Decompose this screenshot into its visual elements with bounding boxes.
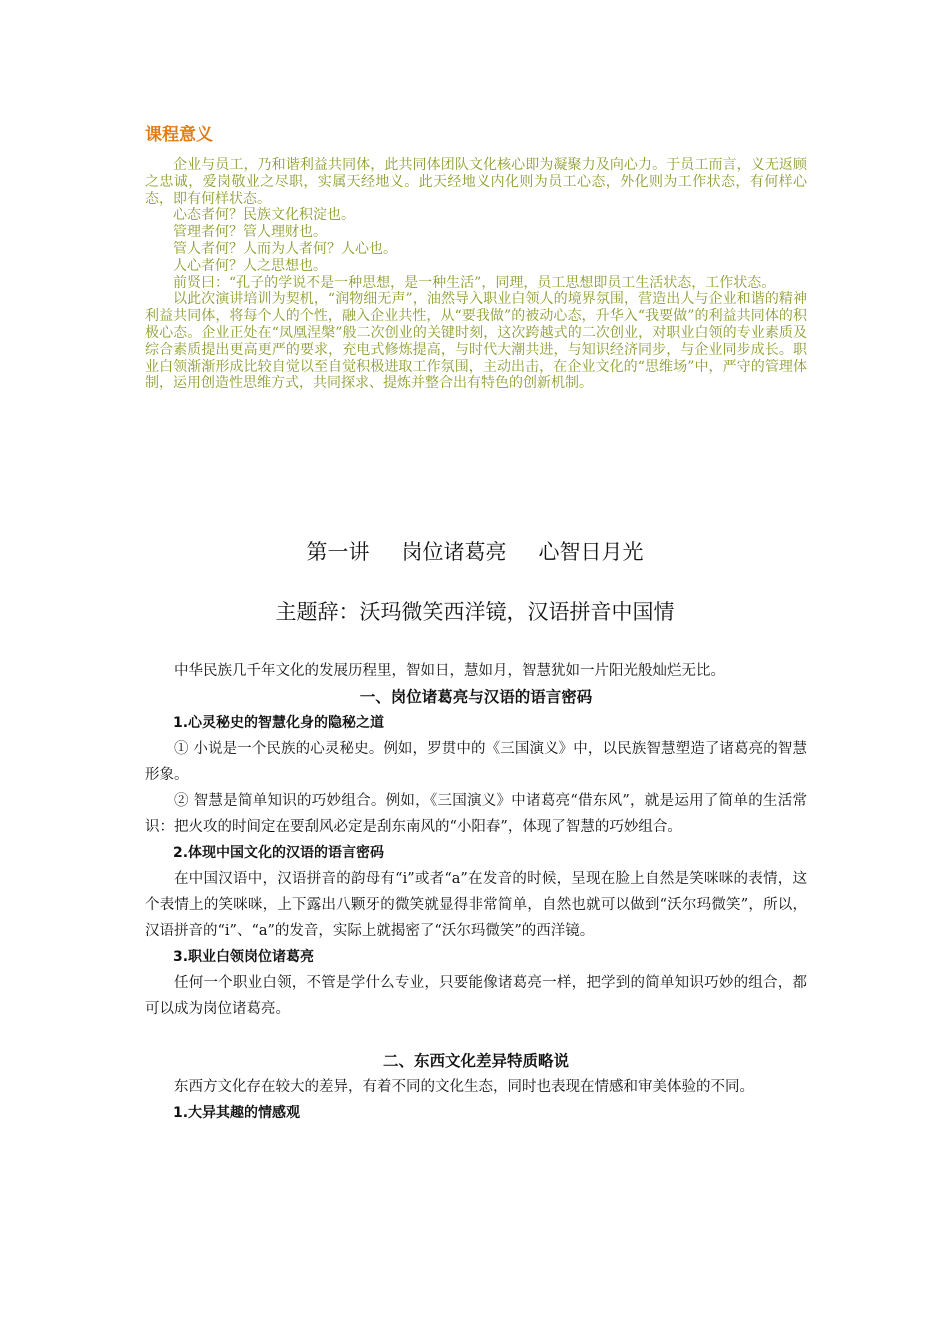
- blank-line: [145, 1022, 807, 1048]
- section-heading: 一、岗位诸葛亮与汉语的语言密码: [359, 688, 593, 706]
- intro-paragraph: 企业与员工，乃和谐利益共同体，此共同体团队文化核心即为凝聚力及向心力。于员工而言，义无返顾之忠诚，爱岗敬业之尽职，实属天经地义。此天经地义内化则为员工心态，外化则为工作状态，有何样心态，即有何样状态。: [145, 157, 807, 207]
- body-paragraph: ① 小说是一个民族的心灵秘史。例如，罗贯中的《三国演义》中，以民族智慧塑造了诸葛亮的智慧形象。: [145, 741, 807, 783]
- body-paragraph: ② 智慧是简单知识的巧妙组合。例如，《三国演义》中诸葛亮“借东风”，就是运用了简单的生活常识：把火攻的时间定在要刮风必定是刮东南风的“小阳春”，体现了智慧的巧妙组合。: [145, 793, 807, 835]
- lecture-title: [0, 536, 950, 566]
- lecture-theme: 主题辞：沃玛微笑西洋镜，汉语拼音中国情: [275, 600, 675, 624]
- body-paragraph: 任何一个职业白领，不管是学什么专业，只要能像诸葛亮一样，把学到的简单知识巧妙的组合，都可以成为岗位诸葛亮。: [145, 975, 807, 1017]
- intro-paragraph: 前贤曰：“孔子的学说不是一种思想，是一种生活”，同理，员工思想即员工生活状态，工作状态。: [173, 274, 776, 291]
- intro-paragraph: 人心者何？人之思想也。: [173, 257, 327, 274]
- subsection-heading: 1.大异其趣的情感观: [173, 1105, 301, 1121]
- lecture-body: [145, 658, 807, 1126]
- lead-paragraph: 中华民族几千年文化的发展历程里，智如日，慧如月，智慧犹如一片阳光般灿烂无比。: [174, 663, 725, 679]
- intro-paragraph: 管人者何？人而为人者何？人心也。: [173, 240, 397, 257]
- intro-paragraph: 管理者何？管人理财也。: [173, 224, 327, 241]
- subsection-heading: 3.职业白领岗位诸葛亮: [173, 949, 315, 965]
- body-paragraph: 在中国汉语中，汉语拼音的韵母有“i”或者“a”在发音的时候，呈现在脸上自然是笑咪咪的表情，这个表情上的笑咪咪，上下露出八颗牙的微笑就显得非常简单，自然也就可以做到“沃尔玛微笑”，所以，汉语拼音的“i”、“a”的发音，实际上就揭密了“沃尔玛微笑”的西洋镜。: [145, 871, 807, 939]
- body-paragraph: 东西方文化存在较大的差异，有着不同的文化生态，同时也表现在情感和审美体验的不同。: [174, 1079, 754, 1095]
- intro-paragraph: 心态者何？民族文化积淀也。: [173, 207, 355, 224]
- subsection-heading: 2.体现中国文化的汉语的语言密码: [173, 845, 385, 861]
- lecture-subtitle-2: 心智日月光: [538, 540, 644, 564]
- intro-section: [145, 157, 807, 392]
- section-heading: 二、东西文化差异特质略说: [382, 1052, 569, 1070]
- subsection-heading: 1.心灵秘史的智慧化身的隐秘之道: [173, 715, 385, 731]
- lecture-subtitle-1: 岗位诸葛亮: [401, 540, 507, 564]
- lecture-number: 第一讲: [306, 540, 370, 564]
- intro-title: 课程意义: [145, 125, 213, 145]
- intro-paragraph: 以此次演讲培训为契机，“润物细无声”，油然导入职业白领人的境界氛围，营造出人与企业和谐的精神利益共同体，将每个人的个性，融入企业共性，从“要我做”的被动心态，升华入“我要做”的利益共同体的积极心态。企业正处在“凤凰涅槃”般二次创业的关键时刻，这次跨越式的二次创业，对职业白领的专业素质及综合素质提出更高更严的要求，充电式修炼提高，与时代大潮共进，与知识经济同步，与企业同步成长。职业白领渐渐形成比较自觉以至自觉积极进取工作氛围，主动出击，在企业文化的“思维场”中，严守的管理体制，运用创造性思维方式，共同探求、提炼并整合出有特色的创新机制。: [145, 291, 807, 392]
